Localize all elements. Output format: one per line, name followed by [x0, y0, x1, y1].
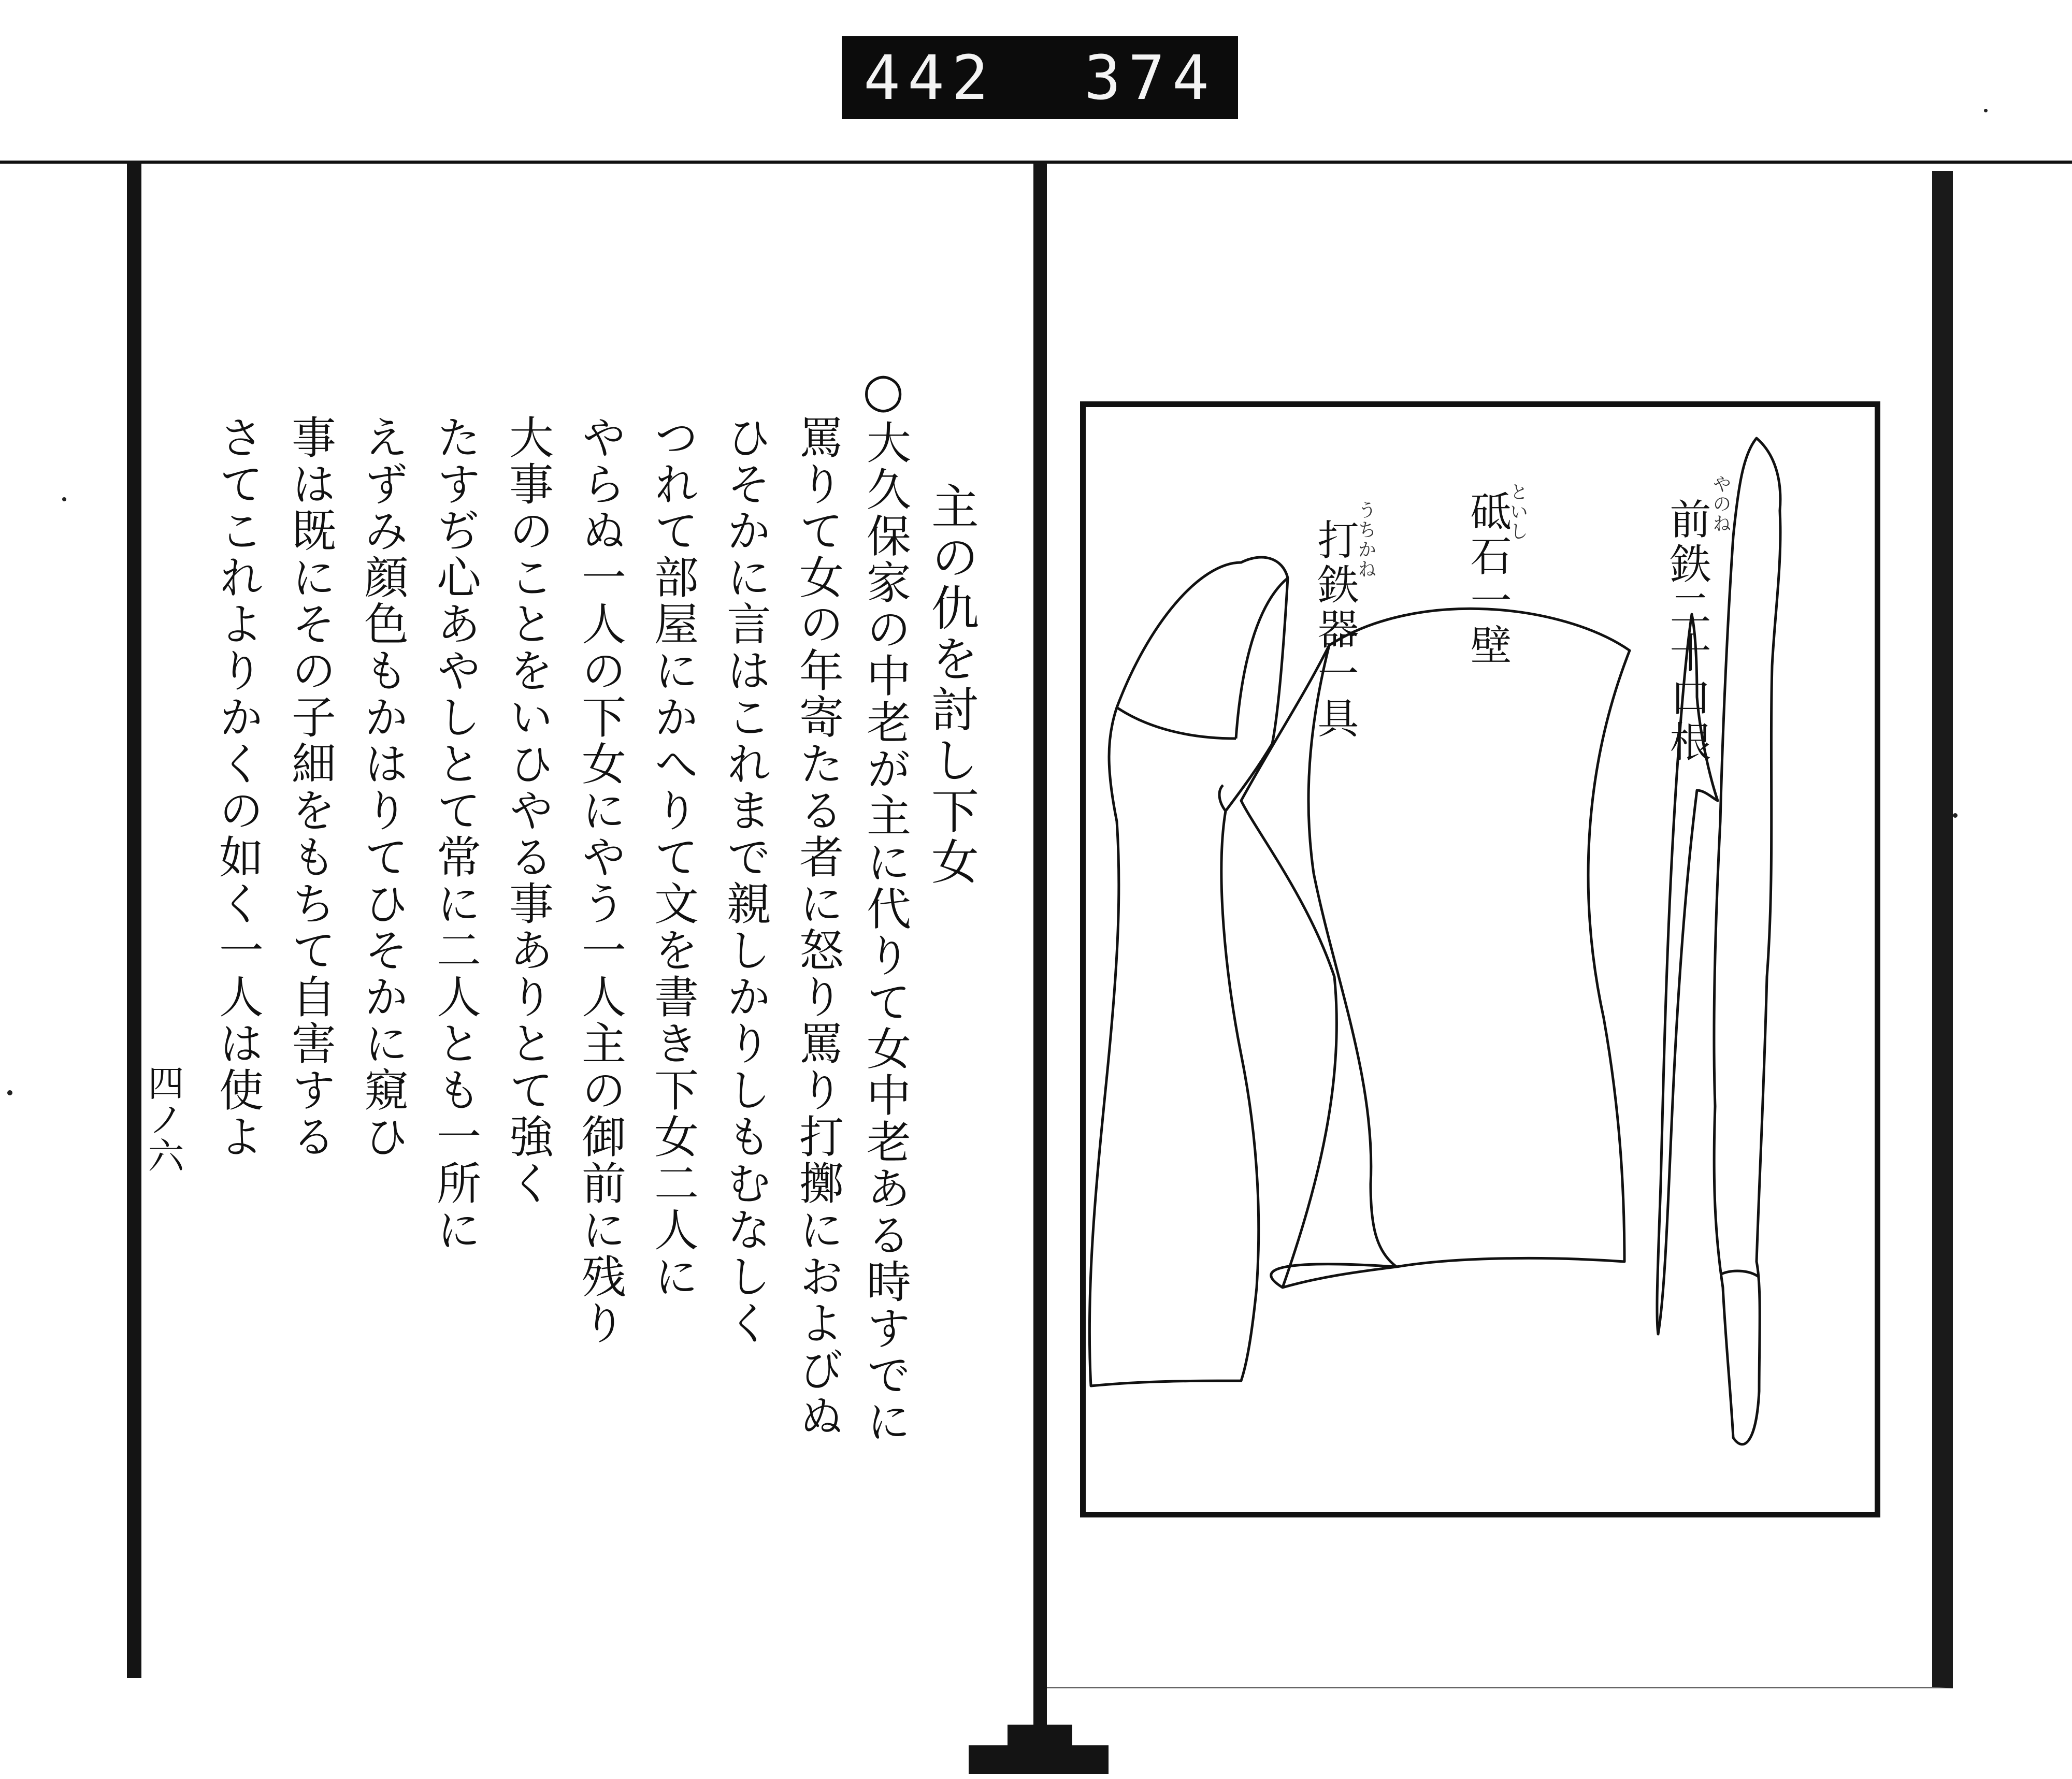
text-column-9: 事は既にその子細をもちて自害する: [284, 414, 336, 1160]
scan-speck: [1953, 813, 1958, 818]
text-column-6: 大事のことをいひやる事ありとて強く: [501, 414, 553, 1207]
opening-circle-mark: ○: [862, 363, 904, 418]
text-column-7: たすぢ心あやしとて常に二人とも一所に: [429, 414, 481, 1253]
book-spine: [1033, 163, 1047, 1732]
label-ruby-whetstone: といし: [1507, 482, 1528, 541]
text-column-8: えずみ顔色もかはりてひそかに窺ひ: [356, 414, 408, 1160]
frame-number-plate: [842, 36, 1238, 119]
frame-number-left: 442: [864, 42, 996, 113]
text-column-2: 罵りて女の年寄たる者に怒り罵り打擲におよびぬ: [792, 414, 843, 1440]
page-number: 四ノ六: [142, 1064, 184, 1173]
text-column-10: さてこれよりかくの如く一人は使よ: [211, 414, 263, 1160]
label-ruby-arrowhead: やのね: [1710, 474, 1731, 533]
text-column-1: 大久保家の中老が主に代りて女中老ある時すでに: [859, 420, 911, 1445]
label-ruby-striker: うちかね: [1355, 500, 1376, 579]
illustration-plate: [1080, 401, 1880, 1517]
striker-drawing: [1089, 557, 1288, 1386]
section-title: 主の仇を討し下女: [924, 482, 979, 888]
whetstone-drawing: [1241, 609, 1630, 1288]
spine-foot: [1008, 1725, 1072, 1745]
arrowhead-drawing: [1714, 438, 1780, 1444]
scan-speck: [1984, 109, 1988, 112]
scan-speck: [62, 497, 66, 501]
scan-speck: [7, 1090, 12, 1095]
frame-number-right: 374: [1084, 42, 1216, 113]
text-column-4: つれて部屋にかへりて文を書き下女二人に: [646, 414, 698, 1300]
label-arrowhead: 前鉄二十口根: [1663, 498, 1711, 765]
label-striker: 打鉄器一具: [1311, 518, 1359, 741]
spine-base: [969, 1745, 1109, 1774]
text-column-3: ひそかに言はこれまで親しかりしもむなしく: [719, 414, 771, 1347]
text-column-5: やらぬ一人の下女にやう一人主の御前に残り: [574, 414, 626, 1347]
label-whetstone: 砥石一壁: [1463, 490, 1512, 668]
